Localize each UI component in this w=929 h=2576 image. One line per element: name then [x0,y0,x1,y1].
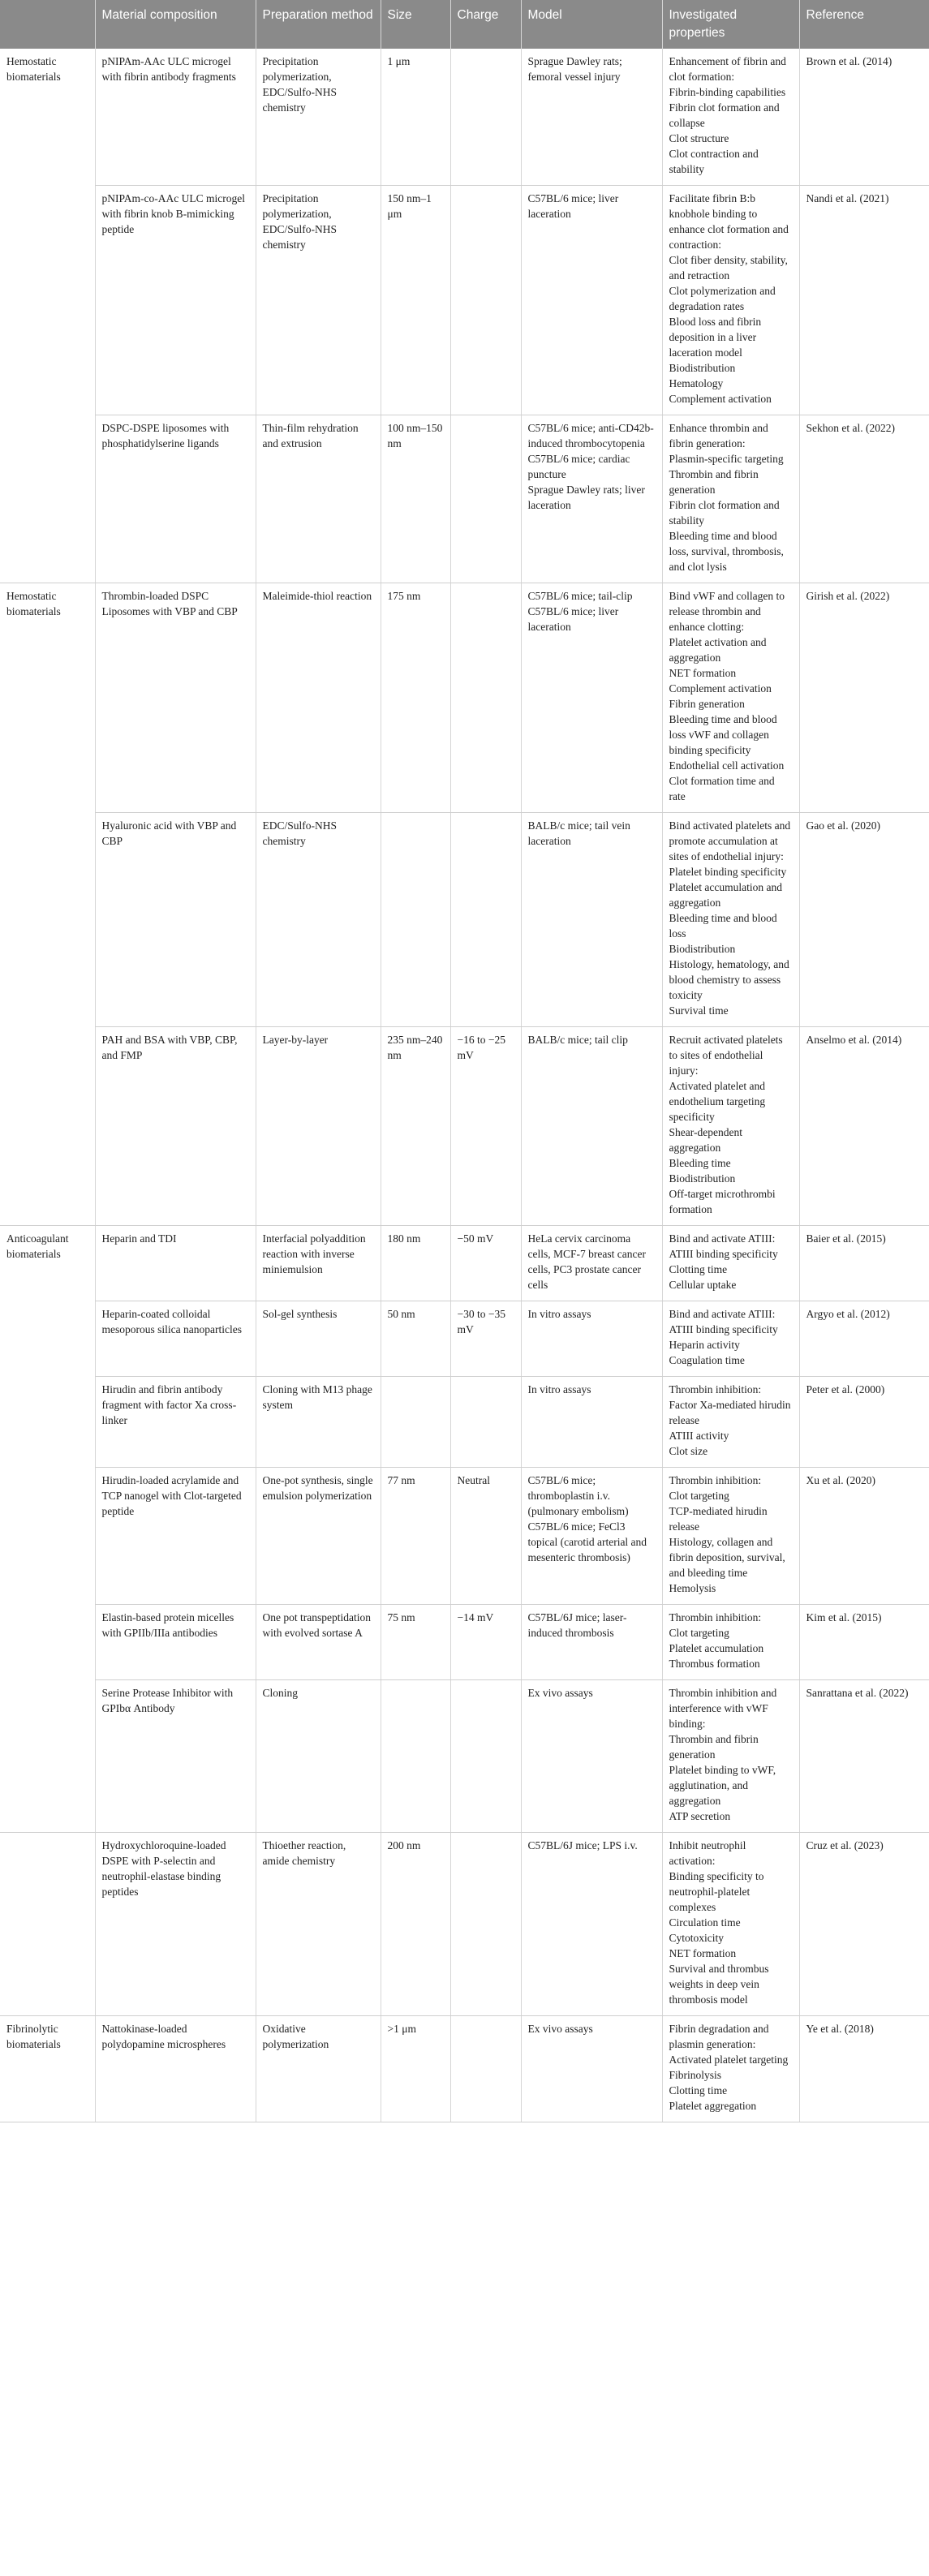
investigated-properties [662,583,799,813]
preparation-method: Cloning with M13 phage system [256,1377,381,1468]
investigated-properties-line: Thrombin inhibition: [669,1474,762,1486]
reference-value: Xu et al. (2020) [799,1468,929,1605]
investigated-properties-line: ATIII activity [669,1430,729,1442]
row-category: Hemostatic biomaterials [6,55,61,83]
charge-value: Neutral [450,1468,521,1605]
material-composition: Heparin-coated colloidal mesoporous silica nanoparticles [95,1301,256,1377]
model-value-line: Ex vivo assays [527,1687,593,1699]
reference-value: Girish et al. (2022) [799,583,929,813]
investigated-properties-line: Histology, collagen and fibrin deposition, survival, and bleeding time [669,1536,785,1579]
header-properties: Investigated properties [662,0,799,49]
row-category [0,1468,95,1605]
investigated-properties-line: Clot structure [669,132,729,144]
model-value-line: C57BL/6 mice; tail-clip [527,590,633,602]
size-value: >1 μm [381,2016,450,2122]
investigated-properties [662,2016,799,2122]
table-row [0,813,929,1027]
model-value-line: C57BL/6 mice; liver laceration [527,605,619,633]
preparation-method: Cloning [256,1680,381,1833]
investigated-properties-line: Circulation time [669,1916,741,1929]
investigated-properties-line: Bind vWF and collagen to release thrombin and enhance clotting: [669,590,785,633]
reference-value: Brown et al. (2014) [799,49,929,186]
charge-value [450,2016,521,2122]
preparation-method: Thin-film rehydration and extrusion [256,415,381,583]
header-size: Size [381,0,450,49]
investigated-properties-line: Biodistribution [669,1172,736,1185]
size-value: 150 nm–1 μm [381,186,450,415]
reference-value: Nandi et al. (2021) [799,186,929,415]
material-composition: Heparin and TDI [95,1226,256,1301]
table-row [0,2016,929,2122]
investigated-properties [662,415,799,583]
size-value: 75 nm [381,1605,450,1680]
investigated-properties-line: Platelet activation and aggregation [669,636,767,664]
table-row [0,415,929,583]
model-value [521,1027,662,1226]
preparation-method: One pot transpeptidation with evolved sortase A [256,1605,381,1680]
preparation-method: EDC/Sulfo-NHS chemistry [256,813,381,1027]
investigated-properties-line: Fibrinolysis [669,2069,722,2081]
investigated-properties-line: Hematology [669,377,724,389]
investigated-properties-line: Complement activation [669,682,772,695]
investigated-properties [662,186,799,415]
reference-value: Sekhon et al. (2022) [799,415,929,583]
investigated-properties-line: ATP secretion [669,1810,731,1822]
charge-value [450,1377,521,1468]
investigated-properties [662,1680,799,1833]
preparation-method: Thioether reaction, amide chemistry [256,1833,381,2016]
model-value-line: C57BL/6J mice; laser-induced thrombosis [527,1611,627,1639]
material-composition: pNIPAm-co-AAc ULC microgel with fibrin knob B-mimicking peptide [95,186,256,415]
investigated-properties-line: Factor Xa-mediated hirudin release [669,1399,791,1426]
investigated-properties-line: Clot polymerization and degradation rates [669,285,776,312]
material-composition: Hirudin and fibrin antibody fragment with factor Xa cross-linker [95,1377,256,1468]
charge-value [450,1680,521,1833]
investigated-properties-line: Thrombin inhibition: [669,1611,762,1623]
investigated-properties-line: Histology, hematology, and blood chemistry to assess toxicity [669,958,789,1001]
material-composition: Nattokinase-loaded polydopamine microspheres [95,2016,256,2122]
row-category [0,1301,95,1377]
material-composition: PAH and BSA with VBP, CBP, and FMP [95,1027,256,1226]
table-row [0,186,929,415]
size-value: 175 nm [381,583,450,813]
investigated-properties [662,1301,799,1377]
table-row [0,1468,929,1605]
reference-value: Gao et al. (2020) [799,813,929,1027]
table-row [0,1027,929,1226]
material-composition: DSPC-DSPE liposomes with phosphatidylserine ligands [95,415,256,583]
investigated-properties-line: Clot targeting [669,1627,729,1639]
size-value [381,1680,450,1833]
row-category [0,1680,95,1833]
model-value [521,1226,662,1301]
model-value-line: C57BL/6 mice; liver laceration [527,192,619,220]
reference-value: Kim et al. (2015) [799,1605,929,1680]
row-category [0,1605,95,1680]
table-row [0,1226,929,1301]
investigated-properties-line: Platelet aggregation [669,2100,757,2112]
preparation-method: Layer-by-layer [256,1027,381,1226]
row-category [0,1377,95,1468]
investigated-properties-line: Platelet binding to vWF, agglutination, and aggregation [669,1764,776,1807]
size-value [381,813,450,1027]
model-value [521,49,662,186]
size-value: 77 nm [381,1468,450,1605]
investigated-properties-line: Clotting time [669,2084,728,2096]
investigated-properties-line: Platelet accumulation [669,1642,764,1654]
size-value: 100 nm–150 nm [381,415,450,583]
investigated-properties [662,1226,799,1301]
investigated-properties-line: Activated platelet and endothelium targeting specificity [669,1080,766,1123]
investigated-properties [662,1833,799,2016]
size-value: 50 nm [381,1301,450,1377]
table-body [0,49,929,2122]
investigated-properties-line: Clot formation time and rate [669,775,775,802]
investigated-properties-line: Off-target microthrombi formation [669,1188,776,1215]
investigated-properties-line: Bind and activate ATIII: [669,1308,776,1320]
material-composition: Hirudin-loaded acrylamide and TCP nanogel with Clot-targeted peptide [95,1468,256,1605]
investigated-properties-line: Survival and thrombus weights in deep vein thrombosis model [669,1963,769,2006]
charge-value [450,1833,521,2016]
model-value-line: In vitro assays [527,1383,591,1396]
investigated-properties-line: Fibrin-binding capabilities [669,86,786,98]
investigated-properties [662,1468,799,1605]
investigated-properties-line: Thrombin and fibrin generation [669,468,759,496]
investigated-properties-line: Clot contraction and stability [669,148,759,175]
model-value-line: BALB/c mice; tail vein laceration [527,819,630,847]
investigated-properties-line: Bleeding time [669,1157,731,1169]
investigated-properties-line: Inhibit neutrophil activation: [669,1839,746,1867]
material-composition: Hyaluronic acid with VBP and CBP [95,813,256,1027]
model-value [521,2016,662,2122]
preparation-method: One-pot synthesis, single emulsion polymerization [256,1468,381,1605]
investigated-properties-line: Bind and activate ATIII: [669,1232,776,1245]
investigated-properties-line: Enhance thrombin and fibrin generation: [669,422,768,449]
investigated-properties-line: Hemolysis [669,1582,716,1594]
investigated-properties-line: Platelet binding specificity [669,866,787,878]
material-composition: Hydroxychloroquine-loaded DSPE with P-selectin and neutrophil-elastase binding peptides [95,1833,256,2016]
table-row [0,583,929,813]
model-value-line: Ex vivo assays [527,2023,593,2035]
charge-value [450,583,521,813]
investigated-properties-line: Clotting time [669,1263,728,1275]
investigated-properties-line: Cellular uptake [669,1279,737,1291]
material-composition: Thrombin-loaded DSPC Liposomes with VBP and CBP [95,583,256,813]
table-row [0,1605,929,1680]
model-value [521,1833,662,2016]
investigated-properties-line: Thrombin inhibition: [669,1383,762,1396]
material-composition: pNIPAm-AAc ULC microgel with fibrin antibody fragments [95,49,256,186]
investigated-properties-line: ATIII binding specificity [669,1248,778,1260]
reference-value: Baier et al. (2015) [799,1226,929,1301]
investigated-properties-line: TCP-mediated hirudin release [669,1505,768,1533]
investigated-properties-line: Bind activated platelets and promote accumulation at sites of endothelial injury: [669,819,791,862]
model-value-line: C57BL/6J mice; LPS i.v. [527,1839,638,1851]
header-category [0,0,95,49]
size-value: 200 nm [381,1833,450,2016]
investigated-properties-line: Thrombin inhibition and interference with vWF binding: [669,1687,777,1730]
row-category [0,186,95,415]
table-row [0,1301,929,1377]
model-value-line: C57BL/6 mice; anti-CD42b-induced thrombocytopenia [527,422,654,449]
investigated-properties-line: Activated platelet targeting [669,2053,789,2066]
investigated-properties [662,813,799,1027]
preparation-method: Interfacial polyaddition reaction with inverse miniemulsion [256,1226,381,1301]
investigated-properties-line: Shear-dependent aggregation [669,1126,742,1154]
header-model: Model [521,0,662,49]
investigated-properties-line: Bleeding time and blood loss, survival, thrombosis, and clot lysis [669,530,784,573]
header-material: Material composition [95,0,256,49]
header-method: Preparation method [256,0,381,49]
charge-value [450,186,521,415]
reference-value: Cruz et al. (2023) [799,1833,929,2016]
investigated-properties-line: Plasmin-specific targeting [669,453,784,465]
model-value [521,1301,662,1377]
investigated-properties-line: Clot size [669,1445,708,1457]
investigated-properties-line: Recruit activated platelets to sites of endothelial injury: [669,1034,783,1077]
investigated-properties-line: Coagulation time [669,1354,745,1366]
reference-value: Peter et al. (2000) [799,1377,929,1468]
investigated-properties-line: Bleeding time and blood loss [669,912,777,940]
table-row [0,1377,929,1468]
charge-value: −14 mV [450,1605,521,1680]
row-category [0,1027,95,1226]
charge-value [450,49,521,186]
investigated-properties-line: Fibrin generation [669,698,745,710]
size-value: 180 nm [381,1226,450,1301]
charge-value: −50 mV [450,1226,521,1301]
model-value-line: Sprague Dawley rats; femoral vessel injury [527,55,622,83]
investigated-properties-line: NET formation [669,1947,737,1959]
model-value-line: In vitro assays [527,1308,591,1320]
investigated-properties-line: Biodistribution [669,943,736,955]
investigated-properties-line: NET formation [669,667,737,679]
investigated-properties-line: ATIII binding specificity [669,1323,778,1335]
investigated-properties-line: Fibrin clot formation and stability [669,499,780,527]
model-value-line: Sprague Dawley rats; liver laceration [527,484,645,511]
investigated-properties-line: Survival time [669,1004,729,1017]
table-row [0,1833,929,2016]
model-value [521,415,662,583]
model-value-line: C57BL/6 mice; cardiac puncture [527,453,630,480]
investigated-properties-line: Fibrin clot formation and collapse [669,101,780,129]
table-row [0,49,929,186]
investigated-properties [662,1605,799,1680]
investigated-properties [662,1377,799,1468]
row-category: Hemostatic biomaterials [0,583,95,813]
investigated-properties-line: Platelet accumulation and aggregation [669,881,782,909]
investigated-properties-line: Cytotoxicity [669,1932,724,1944]
investigated-properties-line: Clot fiber density, stability, and retraction [669,254,788,282]
size-value [381,1377,450,1468]
charge-value [450,415,521,583]
charge-value: −16 to −25 mV [450,1027,521,1226]
model-value-line: C57BL/6 mice; thromboplastin i.v. (pulmonary embolism) [527,1474,629,1517]
table-header-row [0,0,929,49]
investigated-properties-line: Fibrin degradation and plasmin generation: [669,2023,769,2050]
header-charge: Charge [450,0,521,49]
model-value-line: BALB/c mice; tail clip [527,1034,628,1046]
reference-value: Argyo et al. (2012) [799,1301,929,1377]
investigated-properties-line: Thrombin and fibrin generation [669,1733,759,1761]
model-value [521,1605,662,1680]
material-composition: Serine Protease Inhibitor with GPIbα Antibody [95,1680,256,1833]
model-value [521,1377,662,1468]
investigated-properties-line: Biodistribution [669,362,736,374]
investigated-properties-line: Thrombus formation [669,1658,760,1670]
preparation-method: Oxidative polymerization [256,2016,381,2122]
preparation-method: Precipitation polymerization, EDC/Sulfo-NHS chemistry [256,49,381,186]
investigated-properties-line: Facilitate fibrin B:b knobhole binding to enhance clot formation and contraction: [669,192,789,251]
reference-value: Sanrattana et al. (2022) [799,1680,929,1833]
investigated-properties-line: Complement activation [669,393,772,405]
row-category: Fibrinolytic biomaterials [0,2016,95,2122]
model-value [521,1680,662,1833]
table-row [0,1680,929,1833]
investigated-properties-line: Bleeding time and blood loss vWF and collagen binding specificity [669,713,777,756]
row-category [0,1833,95,2016]
investigated-properties-line: Heparin activity [669,1339,740,1351]
row-category [0,813,95,1027]
investigated-properties [662,1027,799,1226]
row-category [0,415,95,583]
model-value-line: C57BL/6 mice; FeCl3 topical (carotid arterial and mesenteric thrombosis) [527,1520,647,1563]
preparation-method: Sol-gel synthesis [256,1301,381,1377]
model-value [521,1468,662,1605]
investigated-properties-line: Clot targeting [669,1490,729,1502]
model-value [521,813,662,1027]
preparation-method: Maleimide-thiol reaction [256,583,381,813]
charge-value: −30 to −35 mV [450,1301,521,1377]
material-composition: Elastin-based protein micelles with GPIIb/IIIa antibodies [95,1605,256,1680]
row-category: Anticoagulant biomaterials [0,1226,95,1301]
header-reference: Reference [799,0,929,49]
model-value [521,186,662,415]
investigated-properties [662,49,799,186]
size-value: 235 nm–240 nm [381,1027,450,1226]
size-value: 1 μm [381,49,450,186]
model-value [521,583,662,813]
reference-value: Anselmo et al. (2014) [799,1027,929,1226]
reference-value: Ye et al. (2018) [799,2016,929,2122]
charge-value [450,813,521,1027]
investigated-properties-line: Binding specificity to neutrophil-platelet complexes [669,1870,764,1913]
preparation-method: Precipitation polymerization, EDC/Sulfo-NHS chemistry [256,186,381,415]
investigated-properties-line: Blood loss and fibrin deposition in a liver laceration model [669,316,762,359]
investigated-properties-line: Enhancement of fibrin and clot formation: [669,55,786,83]
investigated-properties-line: Endothelial cell activation [669,759,785,772]
model-value-line: HeLa cervix carcinoma cells, MCF-7 breast cancer cells, PC3 prostate cancer cells [527,1232,646,1291]
